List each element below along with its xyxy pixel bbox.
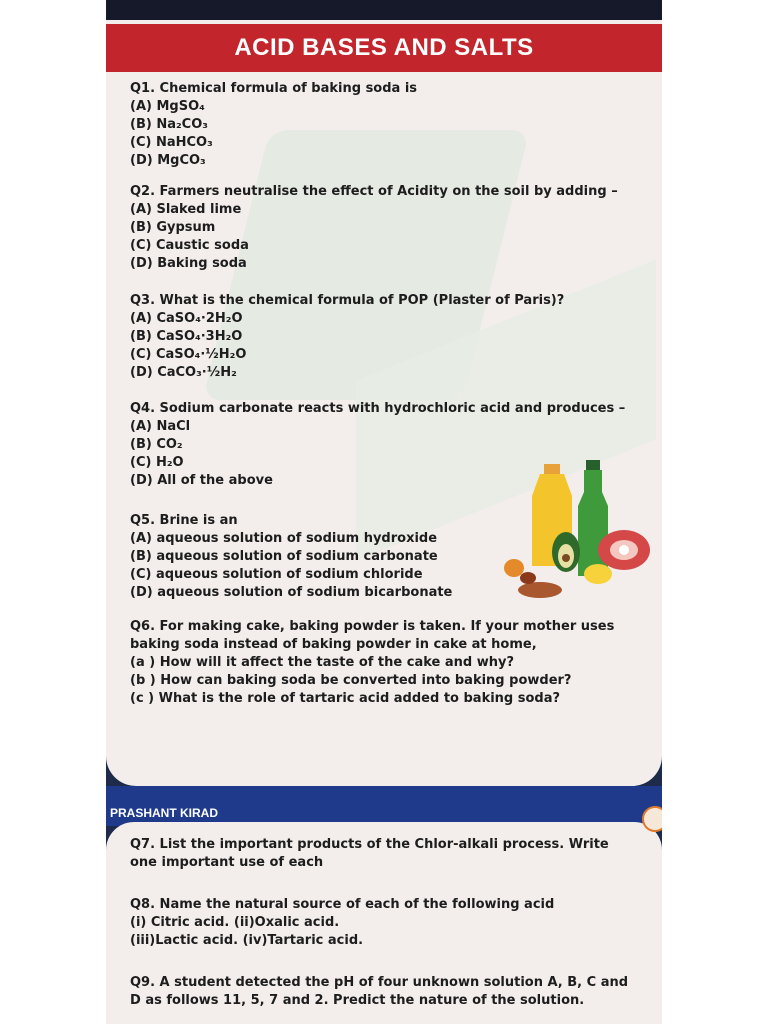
worksheet-card-top <box>106 20 662 786</box>
question-stem: Q2. Farmers neutralise the effect of Acidity on the soil by adding – <box>130 184 618 199</box>
option: (B) Na₂CO₃ <box>130 117 208 132</box>
question-5 <box>130 512 452 602</box>
question-stem: Q8. Name the natural source of each of the following acid <box>130 897 555 912</box>
option: (i) Citric acid. (ii)Oxalic acid. <box>130 915 340 930</box>
option: (a ) How will it affect the taste of the cake and why? <box>130 655 514 670</box>
title-bar <box>106 24 662 72</box>
question-7 <box>130 836 640 872</box>
option: (D) Baking soda <box>130 256 247 271</box>
option: (C) Caustic soda <box>130 238 249 253</box>
food-illustration-icon <box>500 460 660 610</box>
option: (B) CO₂ <box>130 437 183 452</box>
option: (iii)Lactic acid. (iv)Tartaric acid. <box>130 933 364 948</box>
option: (A) NaCl <box>130 419 191 434</box>
option: (b ) How can baking soda be converted into baking powder? <box>130 673 572 688</box>
question-3 <box>130 292 564 382</box>
photo-frame <box>106 0 662 1024</box>
option: (C) NaHCO₃ <box>130 135 213 150</box>
question-6 <box>130 618 640 708</box>
option: (B) Gypsum <box>130 220 216 235</box>
brand-name: PRASHANT KIRAD <box>110 806 218 820</box>
option: (D) MgCO₃ <box>130 153 206 168</box>
question-8 <box>130 896 640 950</box>
option: (D) CaCO₃·½H₂ <box>130 365 237 380</box>
question-stem: Q7. List the important products of the Chlor-alkali process. Write one important use of each <box>130 837 609 870</box>
option: (A) CaSO₄·2H₂O <box>130 311 243 326</box>
option: (C) aqueous solution of sodium chloride <box>130 567 423 582</box>
question-stem: Q1. Chemical formula of baking soda is <box>130 81 418 96</box>
question-stem: Q9. A student detected the pH of four unknown solution A, B, C and D as follows 11, 5, 7 and 2. Predict the nature of the solution. <box>130 975 629 1008</box>
option: (D) aqueous solution of sodium bicarbonate <box>130 585 453 600</box>
page-title: ACID BASES AND SALTS <box>234 34 534 61</box>
option: (C) H₂O <box>130 455 184 470</box>
dark-top-strip <box>106 0 662 22</box>
option: (A) aqueous solution of sodium hydroxide <box>130 531 438 546</box>
option: (A) MgSO₄ <box>130 99 205 114</box>
option: (D) All of the above <box>130 473 273 488</box>
option: (B) CaSO₄·3H₂O <box>130 329 243 344</box>
question-stem: Q3. What is the chemical formula of POP (Plaster of Paris)? <box>130 293 565 308</box>
question-stem: Q5. Brine is an <box>130 513 238 528</box>
option: (B) aqueous solution of sodium carbonate <box>130 549 438 564</box>
option: (C) CaSO₄·½H₂O <box>130 347 247 362</box>
cartoon-badge-icon <box>642 806 662 832</box>
question-2 <box>130 183 618 273</box>
question-stem: Q4. Sodium carbonate reacts with hydrochloric acid and produces – <box>130 401 626 416</box>
option: (A) Slaked lime <box>130 202 242 217</box>
worksheet-card-bottom <box>106 822 662 1024</box>
question-9 <box>130 974 640 1010</box>
question-1 <box>130 80 417 170</box>
question-stem: Q6. For making cake, baking powder is taken. If your mother uses baking soda instead of baking powder in cake at home, <box>130 619 615 652</box>
option: (c ) What is the role of tartaric acid added to baking soda? <box>130 691 561 706</box>
